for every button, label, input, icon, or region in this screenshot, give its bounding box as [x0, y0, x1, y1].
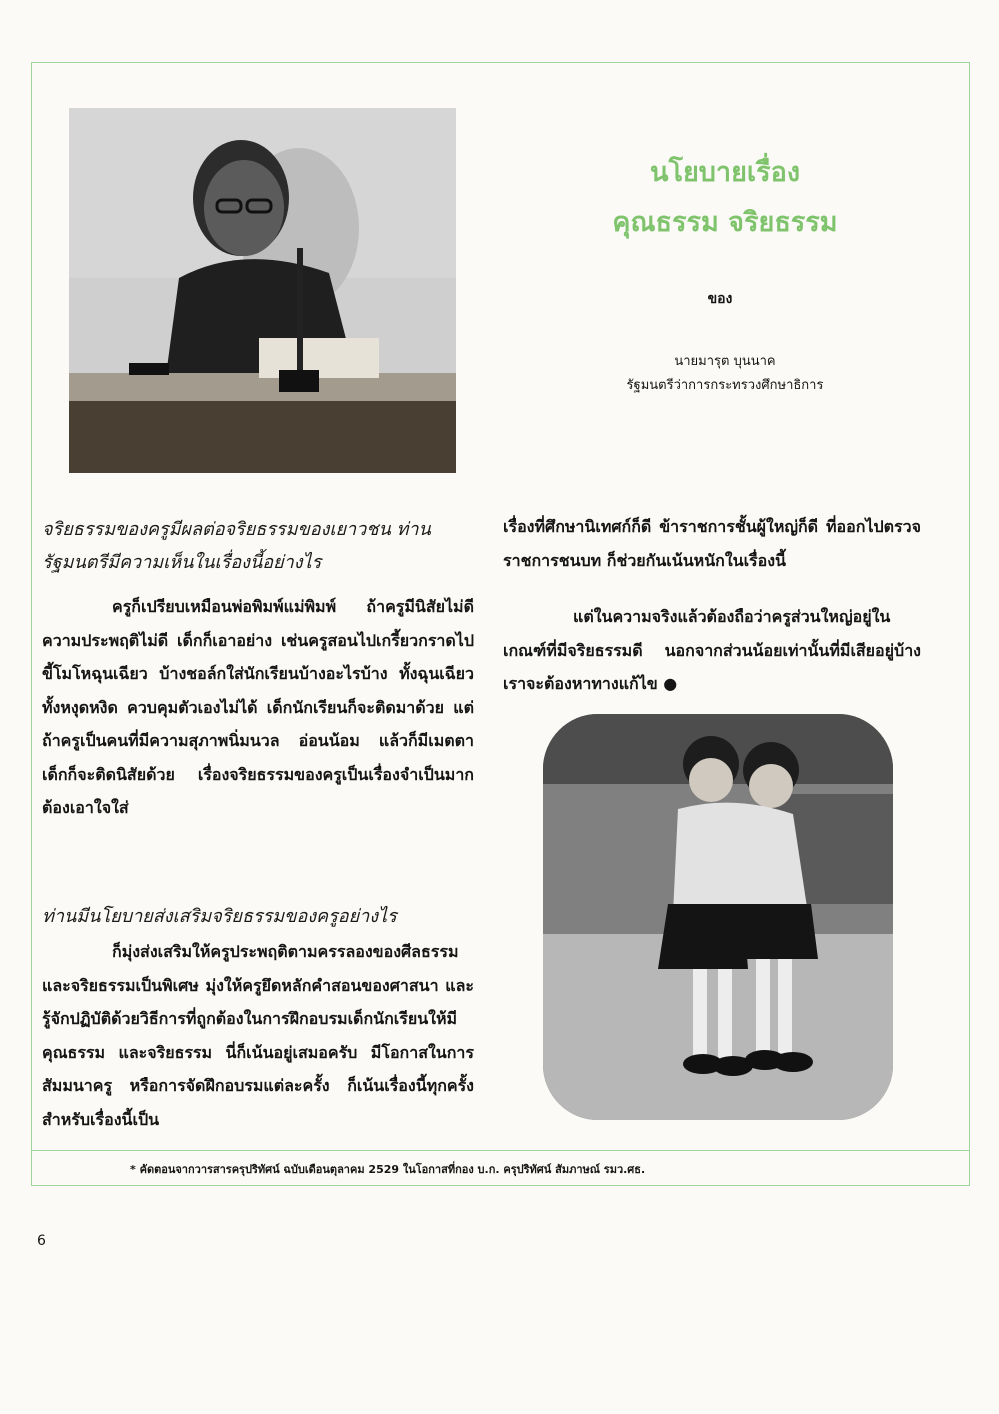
minister-photo: [69, 108, 456, 473]
question-1: จริยธรรมของครูมีผลต่อจริยธรรมของเยาวชน ท่านรัฐมนตรีมีความเห็นในเรื่องนี้อย่างไร: [42, 519, 431, 573]
footnote-divider: [31, 1150, 970, 1151]
of-label: ของ: [707, 291, 733, 307]
author-name: นายมารุต บุนนาค: [674, 354, 776, 369]
article-title: [560, 148, 890, 248]
question-2: ท่านมีนโยบายส่งเสริมจริยธรรมของครูอย่างไร: [42, 906, 397, 927]
footnote: * คัดตอนจากวารสารครุปริทัศน์ ฉบับเดือนตุลาคม 2529 ในโอกาสที่กอง บ.ก. ครุปริทัศน์ สัมภาษณ์ รมว.ศธ.: [130, 1163, 646, 1176]
right-paragraph-1: เรื่องที่ศึกษานิเทศก์ก็ดี ข้าราชการชั้นผู้ใหญ่ก็ดี ที่ออกไปตรวจราชการชนบท ก็ช่วยกันเน้นหนักในเรื่องนี้: [503, 517, 921, 570]
children-photo: [543, 714, 893, 1120]
title-line-2: คุณธรรม จริยธรรม: [612, 207, 838, 238]
answer-2: ก็มุ่งส่งเสริมให้ครูประพฤติตามครรลองของศีลธรรม และจริยธรรมเป็นพิเศษ มุ่งให้ครูยึดหลักคำสอนของศาสนา และรู้จักปฏิบัติด้วยวิธีการที่ถูกต้องในการฝึกอบรมเด็กนักเรียนให้มีคุณธรรม และจริยธรรม นี่ก็เน้นอยู่เสมอครับ มีโอกาสในการสัมมนาครู หรือการจัดฝึกอบรมแต่ละครั้ง ก็เน้นเรื่องนี้ทุกครั้ง สำหรับเรื่องนี้เป็น: [42, 942, 474, 1129]
author-block: [600, 350, 850, 398]
answer-1: ครูก็เปรียบเหมือนพ่อพิมพ์แม่พิมพ์ ถ้าครูมีนิสัยไม่ดี ความประพฤติไม่ดี เด็กก็เอาอย่าง เช่นครูสอนไปเกรี้ยวกราดไป ขี้โมโหฉุนเฉียว บ้างชอล์กใส่นักเรียนบ้างอะไรบ้าง ทั้งฉุนเฉียวทั้งหงุดหงิด ควบคุมตัวเองไม่ได้ เด็กนักเรียนก็จะติดมาด้วย แต่ถ้าครูเป็นคนที่มีความสุภาพนิ่มนวล อ่อนน้อม แล้วก็มีเมตตา เด็กก็จะติดนิสัยด้วย เรื่องจริยธรรมของครูเป็นเรื่องจำเป็นมาก ต้องเอาใจใส่: [42, 597, 474, 817]
page-number: 6: [37, 1233, 46, 1249]
right-paragraph-2: แต่ในความจริงแล้วต้องถือว่าครูส่วนใหญ่อยู่ในเกณฑ์ที่มีจริยธรรมดี นอกจากส่วนน้อยเท่านั้นที่มีเสียอยู่บ้าง เราจะต้องหาทางแก้ไข ●: [503, 607, 921, 693]
title-line-1: นโยบายเรื่อง: [649, 157, 801, 188]
author-position: รัฐมนตรีว่าการกระทรวงศึกษาธิการ: [626, 378, 824, 393]
